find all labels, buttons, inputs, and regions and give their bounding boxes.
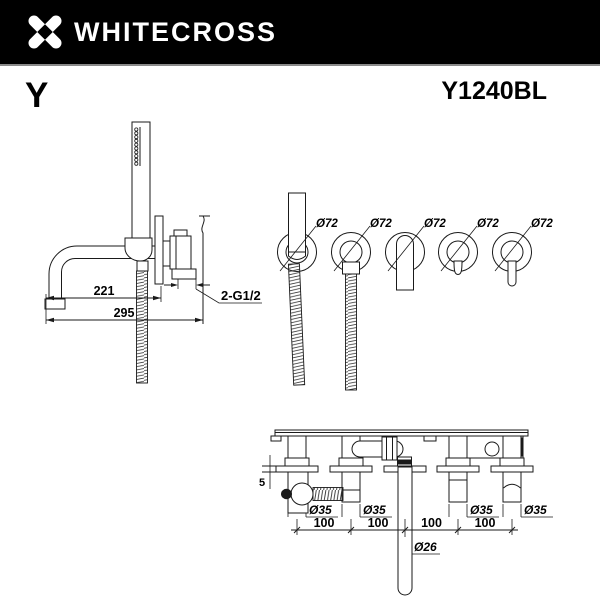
escutcheon-mixer-lever: [493, 218, 554, 286]
shower-hose-side: [137, 271, 148, 383]
trim-cylinders: [342, 472, 521, 502]
dim-trim-4: Ø35: [524, 503, 547, 517]
hose-connector-side: [137, 261, 148, 271]
plan-view: [259, 430, 553, 595]
label-escutcheon-1: Ø72: [316, 218, 338, 230]
dim-plate-thickness: 5: [258, 477, 266, 489]
brand-name: WHITECROSS: [74, 16, 278, 47]
dim-spout-diameter: Ø26: [414, 540, 437, 554]
dim-total-reach: 295: [113, 306, 135, 320]
plate-thickness-dim: [259, 455, 279, 489]
side-view-dimensions: [46, 279, 262, 324]
dim-connections: 2-G1/2: [221, 288, 261, 303]
dim-trim-1: Ø35: [309, 503, 332, 517]
handshower-wand-side: [132, 122, 150, 238]
label-escutcheon-4: Ø72: [477, 218, 499, 230]
escutcheon-diverter: [439, 218, 500, 275]
dim-trim-3: Ø35: [470, 503, 493, 517]
dim-spout-reach: 221: [93, 284, 115, 298]
spout-diameter-dim: [412, 540, 440, 554]
label-escutcheon-2: Ø72: [370, 218, 392, 230]
dim-spacing-1: 100: [313, 516, 335, 530]
wall-plate-side: [155, 216, 163, 284]
escutcheon-handshower: [278, 193, 339, 385]
front-view: [278, 193, 554, 390]
label-escutcheon-5: Ø72: [531, 218, 553, 230]
trim-diameter-dims: [288, 503, 553, 517]
dim-spacing-2: 100: [367, 516, 389, 530]
escutcheon-hose-outlet: [332, 218, 393, 390]
dim-spacing-3: 100: [421, 516, 442, 530]
dim-spacing-4: 100: [474, 516, 496, 530]
model-number: Y1240BL: [441, 77, 547, 105]
escutcheon-spout: [386, 218, 447, 290]
side-view: [45, 122, 262, 383]
wall-break-line: [199, 216, 210, 324]
handshower-holder-side: [125, 238, 152, 261]
valve-body-side: [163, 230, 196, 279]
dim-trim-2: Ø35: [363, 503, 386, 517]
series-label: Y: [25, 76, 49, 115]
label-escutcheon-3: Ø72: [424, 218, 446, 230]
